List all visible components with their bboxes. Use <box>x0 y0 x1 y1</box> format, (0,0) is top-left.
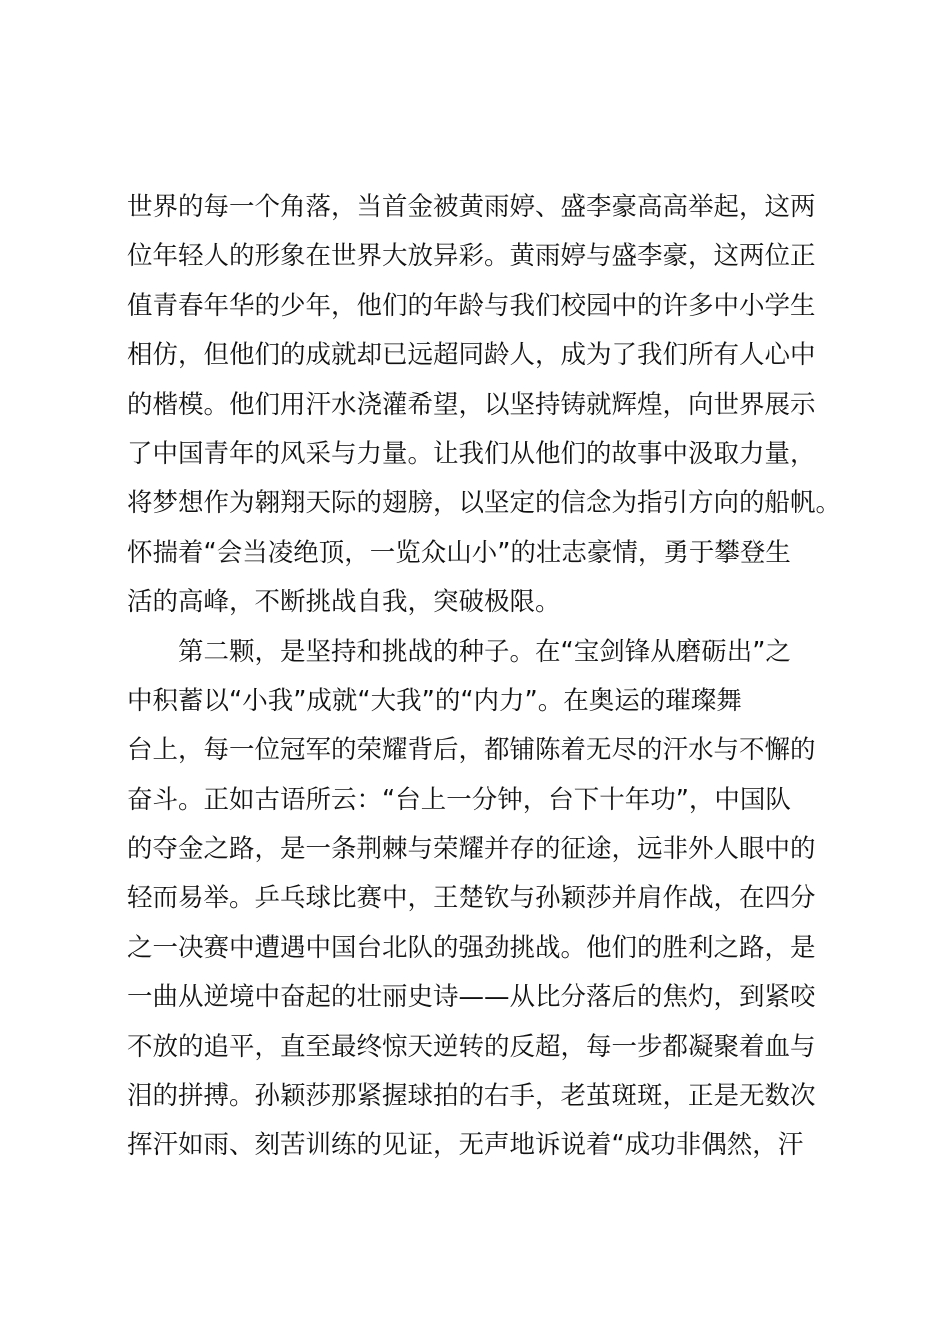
text-line: 一曲从逆境中奋起的壮丽史诗——从比分落后的焦灼，到紧咬 <box>127 982 816 1013</box>
text-line: 台上，每一位冠军的荣耀背后，都铺陈着无尽的汗水与不懈的 <box>127 735 816 766</box>
text-line: 不放的追平，直至最终惊天逆转的反超，每一步都凝聚着血与 <box>127 1031 816 1062</box>
text-line: 轻而易举。乒乓球比赛中，王楚钦与孙颖莎并肩作战，在四分 <box>127 883 816 914</box>
text-line: 第二颗，是坚持和挑战的种子。在“宝剑锋从磨砺出”之 <box>127 636 791 667</box>
body-text <box>127 183 847 1171</box>
text-line: 了中国青年的风采与力量。让我们从他们的故事中汲取力量， <box>127 438 816 469</box>
text-line: 中积蓄以“小我”成就“大我”的“内力”。在奥运的璀璨舞 <box>127 685 742 716</box>
text-line: 的夺金之路，是一条荆棘与荣耀并存的征途，远非外人眼中的 <box>127 834 816 865</box>
text-line: 挥汗如雨、刻苦训练的见证，无声地诉说着“成功非偶然，汗 <box>127 1130 804 1161</box>
text-line: 位年轻人的形象在世界大放异彩。黄雨婷与盛李豪，这两位正 <box>127 241 816 272</box>
text-line: 奋斗。正如古语所云：“台上一分钟，台下十年功”，中国队 <box>127 784 791 815</box>
text-line: 怀揣着“会当凌绝顶，一览众山小”的壮志豪情，勇于攀登生 <box>127 537 791 568</box>
text-line: 相仿，但他们的成就却已远超同龄人，成为了我们所有人心中 <box>127 340 816 371</box>
text-line: 泪的拼搏。孙颖莎那紧握球拍的右手，老茧斑斑，正是无数次 <box>127 1081 816 1112</box>
text-line: 之一决赛中遭遇中国台北队的强劲挑战。他们的胜利之路，是 <box>127 932 816 963</box>
text-line: 世界的每一个角落，当首金被黄雨婷、盛李豪高高举起，这两 <box>127 192 816 222</box>
text-line: 的楷模。他们用汗水浇灌希望，以坚持铸就辉煌，向世界展示 <box>127 389 816 420</box>
text-line: 将梦想作为翱翔天际的翅膀，以坚定的信念为指引方向的船帆。 <box>127 488 842 519</box>
text-line: 值青春年华的少年，他们的年龄与我们校园中的许多中小学生 <box>127 290 816 321</box>
text-line: 活的高峰，不断挑战自我，突破极限。 <box>127 587 561 618</box>
